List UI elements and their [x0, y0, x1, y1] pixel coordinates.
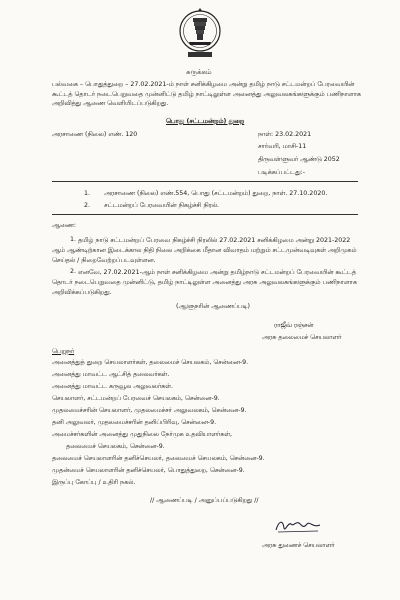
order-date: நாள்: 23.02.2021: [258, 131, 312, 138]
recipient-line: முதன்மைச் செயலாளரின் தனிச்செயலர், பொதுத்துறை, சென்னை-9.: [52, 467, 245, 474]
reference-text: அரசாணை (நிலை) எண்.554, பொது (சட்டமன்றம்) துறை, நாள். 27.10.2020.: [104, 190, 328, 197]
signatory-title: அரசு தலைமைச் செயலாளர்: [262, 334, 342, 341]
recipient-line: அனைத்துத் துறை செயலாளர்கள், தலைமைச் செயலகம், சென்னை-9.: [52, 359, 249, 366]
reference-num: 1.: [84, 190, 91, 197]
paragraph-number: 1.: [70, 236, 77, 243]
recipient-line: தனி அலுவலர், முதலமைச்சரின் தனிப்பிரிவு, சென்னை-9.: [52, 419, 217, 426]
recipient-line: இருப்பு கோப்பு / உதிரி நகல்.: [52, 479, 136, 486]
tamil-nadu-emblem-icon: [179, 6, 221, 60]
department-title: பொது (சட்டமன்றம்) துறை: [166, 118, 245, 125]
signatory-name: ராஜீவ் ரஞ்சன்: [274, 322, 314, 329]
paragraph-number: 2.: [70, 268, 77, 275]
reference-text: சட்டமன்றப் பேரவையின் நிகழ்ச்சி நிரல்.: [104, 202, 220, 209]
under-secretary-title: அரசு துணைச் செயலாளர்: [262, 542, 335, 549]
summary-text: பல்வகை – பொதுத்துறை – 27.02.2021-ம் நாள் சனிக்கிழமை அன்று தமிழ் நாடு சட்டமன்றப் பேரவையின் கூட்டத் தொடர் நடைபெறுவதை முன்னிட்டு தமிழ் நாட்டிலுள்ள அனைத்து அலுவலகங்களுக்கும் பணிநாளாக அறிவித்து ஆணை வெளியிடப்படுகிறது.: [52, 81, 361, 108]
recipient-line: அனைத்து மாவட்ட ஆட்சித் தலைவர்கள்.: [52, 371, 170, 378]
recipient-line: தலைமைச் செயலாளரின் தனிச்செயலர், தலைமைச் செயலகம், சென்னை-9.: [52, 455, 265, 462]
order-paragraph-2: எனவே, 27.02.2021-ஆம் நாள் சனிக்கிழமை அன்று தமிழ்நாடு சட்டமன்றப் பேரவையின் கூட்டத் தொடர் நடைபெறுவதை முன்னிட்டு, தமிழ் நாட்டிலுள்ள அனைத்து அரசு அலுவலகங்களுக்கும் பணிநாளாக அறிவிக்கப்படுகிறது.: [52, 269, 357, 296]
order-paragraph-1: தமிழ் நாடு சட்டமன்றப் பேரவை நிகழ்ச்சி நிரலில் 27.02.2021 சனிக்கிழமை அன்று 2021-2022 ஆம் ஆண்டிற்கான இடைக்கால நிதி நிலை அறிக்கை மீதான விவாதம் மற்றும் சட்டமுன்வடிவுகள் அறிமுகம் செய்தல் / நிறைவேற்றப்படவுள்ளன.: [52, 237, 357, 264]
thiruvalluvar-year: திருவள்ளுவர் ஆண்டு 2052: [258, 156, 340, 163]
tamil-calendar-date: சார்வரி, மாசி-11: [258, 143, 307, 150]
recipient-line: முதலமைச்சரின் செயலாளர், முதலமைச்சர் அலுவலகம், சென்னை-9.: [52, 407, 247, 414]
forwarded-by-order: // ஆணைப்படி / அனுப்பப்படுகிறது //: [150, 497, 259, 504]
recipient-line: அனைத்து மாவட்ட கருவூல அலுவலர்கள்.: [52, 383, 173, 390]
recipient-line: செயலாளர், சட்டமன்றப் பேரவைச் செயலகம், சென்னை-9.: [52, 395, 220, 402]
recipient-line: அமைச்சர்களின் அனைத்து முதுநிலை நேர்முக உதவியாளர்கள்,: [52, 431, 233, 438]
header-divider: [52, 181, 358, 182]
read-label: படிக்கப்பட்டது:-: [258, 169, 306, 176]
recipient-line: தலைமைச் செயலகம், சென்னை-9.: [66, 443, 165, 450]
references-divider: [52, 214, 358, 215]
order-label: ஆணை:: [52, 222, 77, 229]
order-number: அரசாணை (நிலை) எண். 120: [52, 131, 138, 138]
summary-heading: சுருக்கம்: [186, 68, 212, 76]
by-order-of-governor: (ஆளுநரின் ஆணைப்படி): [176, 303, 250, 310]
recipients-label: பெறுநர்: [52, 348, 75, 355]
reference-num: 2.: [84, 202, 91, 209]
